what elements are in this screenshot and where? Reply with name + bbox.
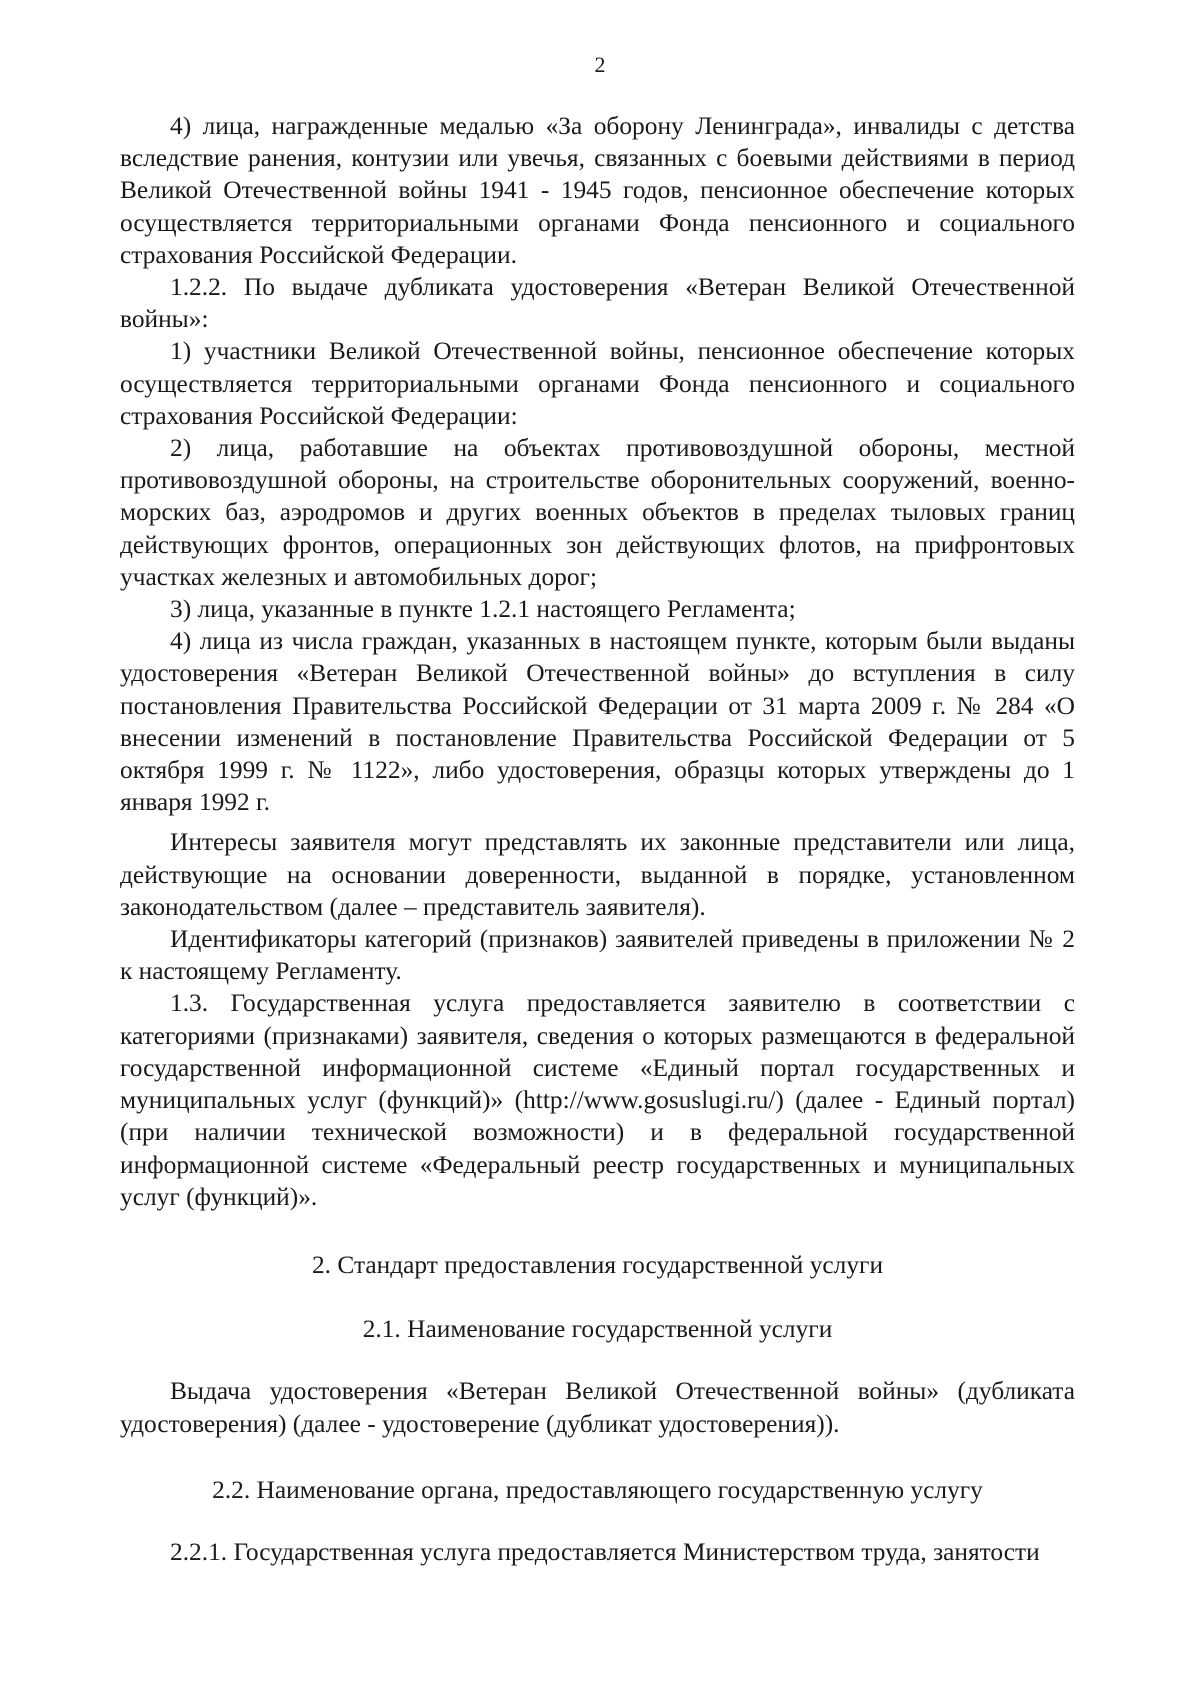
paragraph-previously-issued: 4) лица из числа граждан, указанных в настоящем пункте, которым были выданы удостоверения «Ветеран Великой Отечественной войны» до вступления в силу постановления Правительства Российской Федерации от 31 марта 2009 г. № 284 «О внесении изменений в постановление Правительства Российской Федерации от 5 октября 1999 г. № 1122», либо удостоверения, образцы которых утверждены до 1 января 1992 г. <box>120 627 1075 817</box>
paragraph-war-participants: 1) участники Великой Отечественной войны, пенсионное обеспечение которых осуществляется территориальными органами Фонда пенсионного и социального страхования Российской Федерации: <box>120 337 1075 430</box>
paragraph-persons-1-2-1: 3) лица, указанные в пункте 1.2.1 настоящего Регламента; <box>170 595 796 624</box>
paragraph-1-3: 1.3. Государственная услуга предоставляется заявителю в соответствии с категориями (признаками) заявителя, сведения о которых размещаются в федеральной государственной информационной системе «Единый портал государственных и муниципальных услуг (функций)» (http://www.gosuslugi.ru/) (далее - Единый портал) (при наличии технической возможности) и в федеральной государственной информационной системе «Федеральный реестр государственных и муниципальных услуг (функций)». <box>120 989 1075 1211</box>
paragraph-1-2-2: 1.2.2. По выдаче дубликата удостоверения «Ветеран Великой Отечественной войны»: <box>120 273 1075 334</box>
subsection-1-heading: 2.1. Наименование государственной услуги <box>362 1315 833 1344</box>
subsection-2-text: 2.2.1. Государственная услуга предоставляется Министерством труда, занятости <box>170 1537 1040 1566</box>
paragraph-representatives: Интересы заявителя могут представлять их законные представители или лица, действующие на основании доверенности, выданной в порядке, установленном законодательством (далее – представитель заявителя). <box>120 828 1075 921</box>
paragraph-category-identifiers: Идентификаторы категорий (признаков) заявителей приведены в приложении № 2 к настоящему Регламенту. <box>120 925 1075 986</box>
section-heading: 2. Стандарт предоставления государственной услуги <box>311 1250 884 1279</box>
subsection-2-heading: 2.2. Наименование органа, предоставляющего государственную услугу <box>212 1475 983 1504</box>
document-body <box>120 110 1075 1568</box>
page-number: 2 <box>594 52 606 77</box>
paragraph-air-defense-workers: 2) лица, работавшие на объектах противовоздушной обороны, местной противовоздушной обороны, на строительстве оборонительных сооружений, военно-морских баз, аэродромов и других военных объектов в пределах тыловых границ действующих фронтов, операционных зон действующих флотов, на прифронтовых участках железных и автомобильных дорог; <box>120 434 1075 591</box>
subsection-1-text: Выдача удостоверения «Ветеран Великой Отечественной войны» (дубликата удостоверения) (далее - удостоверение (дубликат удостоверения)). <box>120 1377 1075 1438</box>
paragraph-disabled-since-childhood: 4) лица, награжденные медалью «За оборону Ленинграда», инвалиды с детства вследствие ранения, контузии или увечья, связанных с боевыми действиями в период Великой Отечественной войны 1941 - 1945 годов, пенсионное обеспечение которых осуществляется территориальными органами Фонда пенсионного и социального страхования Российской Федерации. <box>120 112 1075 269</box>
